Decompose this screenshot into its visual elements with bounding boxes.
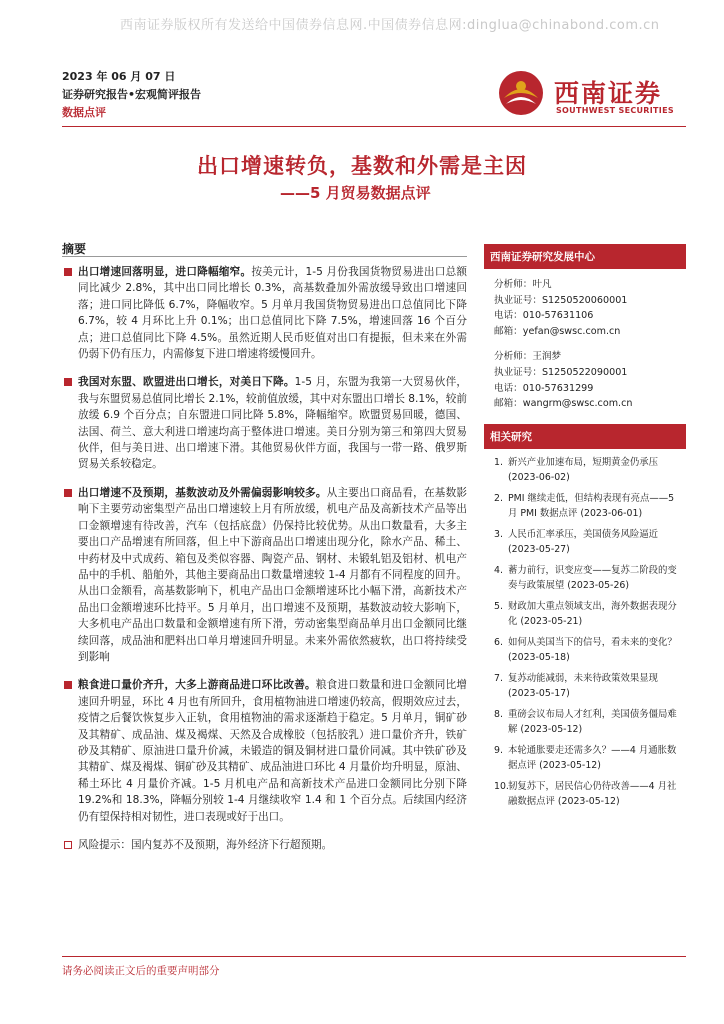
sidebar <box>484 244 686 815</box>
related-item[interactable]: 7. 复苏动能减弱，未来待政策效果显现 (2023-05-17) <box>494 672 659 699</box>
analyst-name: 分析师：王润梦 <box>494 351 562 363</box>
analyst-name: 分析师：叶凡 <box>494 279 552 290</box>
research-center-title: 西南证券研究发展中心 <box>484 244 686 269</box>
paragraph-highlight: 我国对东盟、欧盟进出口增长，对美日下降。 <box>78 376 295 389</box>
related-item[interactable]: 3. 人民币汇率承压，美国债务风险逼近 (2023-05-27) <box>494 528 659 555</box>
paragraph-highlight: 出口增速回落明显，进口降幅缩窄。 <box>78 266 252 278</box>
report-type: 证券研究报告•宏观简评报告 <box>62 88 202 101</box>
analyst-info <box>484 269 686 416</box>
related-research-list <box>484 449 686 809</box>
paragraph-text: 按美元计，1-5 月份我国货物贸易进出口总额同比减少 2.8%，其中出口同比增长 0.3%，高基数叠加外需放缓导致出口增速回落；进口同比降低 6.7%，降幅收窄。5 月单月我国货物贸易进出口总值同比下降 6.7%，较 4 月环比上升 0.1%；出口总值同比下降 7.5%，增速回落 16 个百分点；进口总值同比下降 4.5%。虽然近期人民币贬值对出口有提振，但未来在外需仍弱下仍有压力，内需修复下进口增速将缓慢回升。 <box>78 266 468 361</box>
watermark: 西南证券版权所有发送给中国债券信息网.中国债券信息网:dinglua@chinabond.com.cn <box>120 18 660 33</box>
abstract-paragraph <box>62 374 467 472</box>
square-bullet-icon <box>64 268 72 276</box>
analyst-phone: 电话：010-57631299 <box>494 382 594 394</box>
square-bullet-icon <box>64 681 72 689</box>
analyst-cert: 执业证号：S1250522090001 <box>494 366 628 378</box>
report-subtitle: ——5 月贸易数据点评 <box>280 184 431 202</box>
report-title: 出口增速转负，基数和外需是主因 <box>197 154 527 178</box>
related-item[interactable]: 4. 蓄力前行，识变应变——复苏二阶段的变奏与政策展望 (2023-05-26) <box>494 564 677 591</box>
header-divider <box>62 126 686 127</box>
abstract-paragraph <box>62 264 467 362</box>
related-item[interactable]: 10. 韧复苏下，居民信心仍待改善——4 月社融数据点评 (2023-05-12) <box>494 780 677 807</box>
hollow-bullet-icon <box>64 841 72 849</box>
risk-warning <box>62 837 467 853</box>
report-category: 数据点评 <box>62 106 106 119</box>
footer-disclaimer: 请务必阅读正文后的重要声明部分 <box>62 965 220 977</box>
footer-divider <box>62 956 686 957</box>
analyst-email[interactable]: 邮箱：yefan@swsc.com.cn <box>494 325 621 337</box>
related-item[interactable]: 5. 财政加大重点领域支出，海外数据表现分化 (2023-05-21) <box>494 600 677 627</box>
paragraph-text: 1-5 月，东盟为我第一大贸易伙伴，我与东盟贸易总值同比增长 2.1%，较前值放缓，其中对东盟出口增长 8.1%，较前放缓 6.9 个百分点；自东盟进口同比降 5.8%，降幅缩窄。欧盟贸易回暖，德国、法国、荷兰、意大利进口增速均高于整体进口增速。美日分别为第三和第四大贸易伙伴，但与美日进、出口增速下滑。其他贸易伙伴方面，我国与一带一路、俄罗斯贸易关系较稳定。 <box>78 376 468 471</box>
risk-text: 风险提示：国内复苏不及预期，海外经济下行超预期。 <box>78 839 333 851</box>
paragraph-highlight: 出口增速不及预期，基数波动及外需偏弱影响较多。 <box>78 486 327 499</box>
paragraph-text: 粮食进口数量和进口金额同比增速回升明显，环比 4 月也有所回升，食用植物油进口增速仍较高，假期效应过去，疫情之后餐饮恢复步入正轨，食用植物油的需求逐渐趋于稳定。5 月单月，铜矿砂及其精矿、成品油、煤及褐煤、天然及合成橡胶（包括胶乳）进口量价齐升，铁矿砂及其精矿、原油进口量升价减，未锻造的铜及铜材进口量价同减。其中铁矿砂及其精矿、煤及褐煤、铜矿砂及其精矿、成品油进口环比 4 月量价均升明显，原油、稀土环比 4 月量价齐减。1-5 月机电产品和高新技术产品进口金额同比分别下降 19.2%和 18.3%，降幅分别较 1-4 月继续收窄 1.4 和 1 个百分点。后续国内经济仍有望保持相对韧性，进口表现或好于出口。 <box>78 679 468 823</box>
logo-name-en: SOUTHWEST SECURITIES <box>556 106 674 115</box>
analyst-phone: 电话：010-57631106 <box>494 310 594 322</box>
analyst-email[interactable]: 邮箱：wangrm@swsc.com.cn <box>494 398 633 410</box>
related-item[interactable]: 6. 如何从美国当下的信号，看未来的变化？ (2023-05-18) <box>494 636 677 663</box>
related-item[interactable]: 9. 本轮通胀要走还需多久？——4 月通胀数据点评 (2023-05-12) <box>494 744 677 771</box>
abstract-heading: 摘要 <box>62 242 87 256</box>
logo-name-cn: 西南证券 <box>554 79 663 108</box>
related-research-title: 相关研究 <box>484 424 686 449</box>
abstract-paragraph <box>62 485 467 665</box>
abstract-divider <box>62 256 467 257</box>
analyst-cert: 执业证号：S1250520060001 <box>494 294 628 306</box>
related-item[interactable]: 8. 重磅会议布局人才红利，美国债务僵局难解 (2023-05-12) <box>494 708 677 735</box>
paragraph-text: 从主要出口商品看，在基数影响下主要劳动密集型产品出口增速较上月有所放缓，机电产品及高新技术产品等出口金额增速有待改善，汽车（包括底盘）仍保持比较优势。从出口数量看，大多主要出口产品增速有所回落，但上中下游商品出口增速出现分化，除水产品、稀土、中药材及中式成药、箱包及类似容器、陶瓷产品、钢材、未锻轧铝及铝材、机电产品中的手机、船舶外，其他主要商品出口数量增速较 1-4 月都有不同程度的回升。从出口金额看，高基数影响下，机电产品出口金额增速环比小幅下滑，高新技术产品出口金额增速环比持平。5 月单月，出口增速不及预期，基数波动较大影响下，大多机电产品出口数量和金额增速有所下滑，劳动密集型商品单月出口金额同比继续回落，成品油和肥料出口单月增速回升明显。未来外需依然疲软，出口将持续受到影响 <box>78 486 468 663</box>
related-item[interactable]: 1. 新兴产业加速布局，短期黄金仍承压 (2023-06-02) <box>494 456 659 483</box>
paragraph-highlight: 粮食进口量价齐升，大多上游商品进口环比改善。 <box>78 679 316 692</box>
logo-emblem-icon <box>496 68 546 118</box>
related-item[interactable]: 2. PMI 继续走低，但结构表现有亮点——5 月 PMI 数据点评 (2023-06-01) <box>494 492 675 519</box>
square-bullet-icon <box>64 378 72 386</box>
abstract-body <box>62 264 467 865</box>
abstract-paragraph <box>62 677 467 825</box>
report-date: 2023 年 06 月 07 日 <box>62 70 176 83</box>
square-bullet-icon <box>64 489 72 497</box>
company-logo <box>496 68 686 118</box>
